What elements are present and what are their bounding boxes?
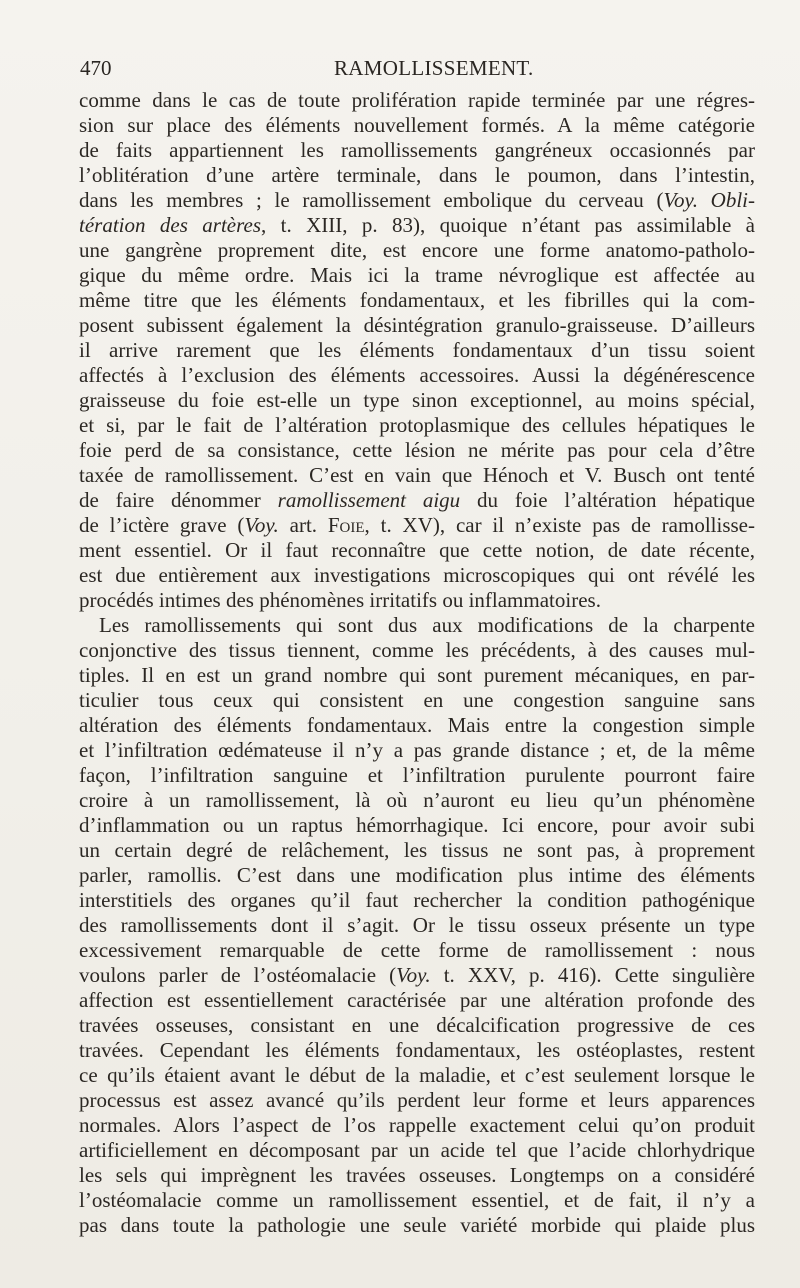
text-line xyxy=(79,988,755,1013)
text-run: conjonctive des tissus tiennent, comme les précédents, à des causes mul- xyxy=(79,638,755,662)
text-run: tération des artères xyxy=(79,213,261,237)
text-run: l’ostéomalacie comme un ramollissement essentiel, et de fait, il n’y a xyxy=(79,1188,755,1212)
text-line xyxy=(79,863,755,888)
text-line xyxy=(79,1213,755,1238)
text-line xyxy=(79,1163,755,1188)
text-line xyxy=(79,913,755,938)
text-run: Voy. xyxy=(396,963,431,987)
text-run: une gangrène proprement dite, est encore une forme anatomo-patholo- xyxy=(79,238,755,262)
text-line xyxy=(79,1038,755,1063)
text-run: graisseuse du foie est-elle un type sinon exceptionnel, au moins spécial, xyxy=(79,388,755,412)
text-line xyxy=(79,1188,755,1213)
text-line xyxy=(79,1113,755,1138)
text-run: processus est assez avancé qu’ils perdent leur forme et leurs apparences xyxy=(79,1088,755,1112)
text-run: artificiellement en décomposant par un acide tel que l’acide chlorhydrique xyxy=(79,1138,755,1162)
text-line xyxy=(79,263,755,288)
text-run: Foie xyxy=(327,513,365,537)
text-run: taxée de ramollissement. C’est en vain que Hénoch et V. Busch ont tenté xyxy=(79,463,755,487)
text-run: ticulier tous ceux qui consistent en une congestion sanguine sans xyxy=(79,688,755,712)
text-run: interstitiels des organes qu’il faut rechercher la condition pathogénique xyxy=(79,888,755,912)
text-line xyxy=(79,588,755,613)
text-run: de faits appartiennent les ramollissements gangréneux occasionnés par xyxy=(79,138,755,162)
text-run: gique du même ordre. Mais ici la trame névroglique est affectée au xyxy=(79,263,755,287)
text-run: Voy. xyxy=(244,513,279,537)
text-line xyxy=(79,438,755,463)
text-run: posent subissent également la désintégration granulo-graisseuse. D’ailleurs xyxy=(79,313,755,337)
text-run: foie perd de sa consistance, cette lésion ne mérite pas pour cela d’être xyxy=(79,438,755,462)
text-run: Voy. Obli- xyxy=(663,188,755,212)
text-run: ramollissement aigu xyxy=(277,488,461,512)
text-line xyxy=(79,413,755,438)
text-run: des ramollissements dont il s’agit. Or le tissu osseux présente un type xyxy=(79,913,755,937)
text-run: travées. Cependant les éléments fondamentaux, les ostéoplastes, restent xyxy=(79,1038,755,1062)
text-line xyxy=(79,713,755,738)
text-run: même titre que les éléments fondamentaux, et les fibrilles qui la com- xyxy=(79,288,755,312)
text-run: affection est essentiellement caractérisée par une altération profonde des xyxy=(79,988,755,1012)
text-line xyxy=(79,338,755,363)
text-run: il arrive rarement que les éléments fondamentaux d’un tissu soient xyxy=(79,338,755,362)
text-line xyxy=(79,563,755,588)
text-line xyxy=(79,1063,755,1088)
text-line xyxy=(79,488,755,513)
text-run: Les ramollissements qui sont dus aux modifications de la charpente xyxy=(99,613,755,637)
text-line xyxy=(79,163,755,188)
text-run: affectés à l’exclusion des éléments accessoires. Aussi la dégénérescence xyxy=(79,363,755,387)
text-run: un certain degré de relâchement, les tissus ne sont pas, à proprement xyxy=(79,838,755,862)
text-run: d’inflammation ou un raptus hémorrhagique. Ici encore, pour avoir subi xyxy=(79,813,755,837)
text-line xyxy=(79,763,755,788)
text-line xyxy=(79,538,755,563)
body-text xyxy=(79,88,755,1238)
text-line xyxy=(79,638,755,663)
text-run: procédés intimes des phénomènes irritatifs ou inflammatoires. xyxy=(79,588,601,612)
text-line xyxy=(79,138,755,163)
text-run: tiples. Il en est un grand nombre qui sont purement mécaniques, en par- xyxy=(79,663,755,687)
text-line xyxy=(79,238,755,263)
text-line xyxy=(79,388,755,413)
text-line xyxy=(79,963,755,988)
text-run: , t. XV), car il n’existe pas de ramollisse- xyxy=(364,513,755,537)
text-run: dans les membres ; le ramollissement embolique du cerveau ( xyxy=(79,188,664,212)
text-line xyxy=(79,188,755,213)
text-run: sion sur place des éléments nouvellement formés. A la même catégorie xyxy=(79,113,755,137)
text-line xyxy=(79,888,755,913)
text-run: de faire dénommer xyxy=(79,488,278,512)
text-run: comme dans le cas de toute prolifération rapide terminée par une régres- xyxy=(79,88,755,112)
text-run: et si, par le fait de l’altération protoplasmique des cellules hépatiques le xyxy=(79,413,755,437)
text-run: de l’ictère grave ( xyxy=(79,513,245,537)
text-run: est due entièrement aux investigations microscopiques qui ont révélé les xyxy=(79,563,755,587)
text-run: façon, l’infiltration sanguine et l’infiltration purulente pourront faire xyxy=(79,763,755,787)
text-line xyxy=(79,1088,755,1113)
text-line xyxy=(79,1013,755,1038)
text-line xyxy=(79,688,755,713)
page-header xyxy=(80,56,756,86)
text-run: du foie l’altération hépatique xyxy=(460,488,755,512)
text-line xyxy=(79,463,755,488)
text-line xyxy=(79,738,755,763)
text-run: croire à un ramollissement, là où n’auront eu lieu qu’un phénomène xyxy=(79,788,755,812)
running-head: RAMOLLISSEMENT. xyxy=(334,56,534,80)
text-line xyxy=(79,663,755,688)
text-line xyxy=(79,1138,755,1163)
text-line xyxy=(79,313,755,338)
text-run: ment essentiel. Or il faut reconnaître que cette notion, de date récente, xyxy=(79,538,755,562)
text-run: normales. Alors l’aspect de l’os rappelle exactement celui qu’on produit xyxy=(79,1113,755,1137)
text-run: art. xyxy=(278,513,328,537)
text-run: pas dans toute la pathologie une seule variété morbide qui plaide plus xyxy=(79,1213,755,1237)
text-line xyxy=(79,788,755,813)
text-line xyxy=(79,88,755,113)
text-run: travées osseuses, consistant en une décalcification progressive de ces xyxy=(79,1013,755,1037)
text-run: les sels qui imprègnent les travées osseuses. Longtemps on a considéré xyxy=(79,1163,755,1187)
text-run: et l’infiltration œdémateuse il n’y a pas grande distance ; et, de la même xyxy=(79,738,755,762)
text-line xyxy=(79,813,755,838)
text-run: voulons parler de l’ostéomalacie ( xyxy=(79,963,397,987)
text-run: t. XXV, p. 416). Cette singulière xyxy=(430,963,755,987)
text-line xyxy=(79,363,755,388)
text-line xyxy=(79,513,755,538)
text-run: l’oblitération d’une artère terminale, dans le poumon, dans l’intestin, xyxy=(79,163,755,187)
text-line xyxy=(79,288,755,313)
text-run: parler, ramollis. C’est dans une modification plus intime des éléments xyxy=(79,863,755,887)
text-line xyxy=(79,938,755,963)
text-line xyxy=(79,113,755,138)
text-line xyxy=(79,838,755,863)
text-line xyxy=(79,213,755,238)
page-number: 470 xyxy=(80,56,112,80)
text-run: excessivement remarquable de cette forme de ramollissement : nous xyxy=(79,938,755,962)
text-line xyxy=(79,613,755,638)
text-run: , t. XIII, p. 83), quoique n’étant pas assimilable à xyxy=(261,213,755,237)
text-run: ce qu’ils étaient avant le début de la maladie, et c’est seulement lorsque le xyxy=(79,1063,755,1087)
text-run: altération des éléments fondamentaux. Mais entre la congestion simple xyxy=(79,713,755,737)
